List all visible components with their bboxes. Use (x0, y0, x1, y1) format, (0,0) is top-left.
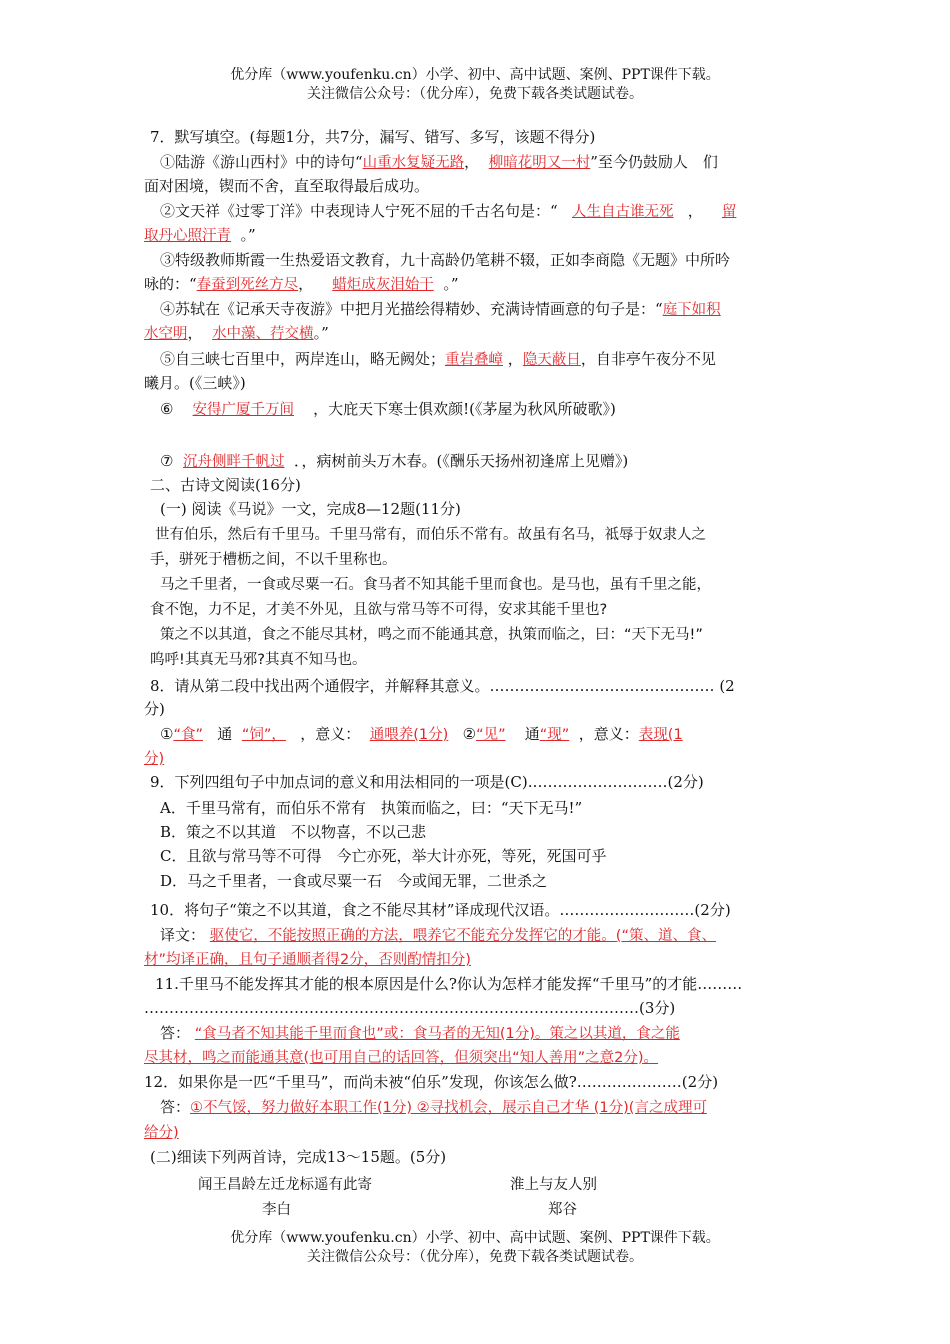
q7-item4-cont: 水空明， 水中藻、荇交横。” (144, 324, 329, 342)
q8-answer: “饲”， (241, 727, 286, 743)
q7-item1-cont: 面对困境，锲而不舍，直至取得最后成功。 (144, 177, 430, 195)
q7-answer: 蜡炬成灰泪始干 (332, 277, 434, 293)
q9-option-c: C．且欲与常马等不可得 今亡亦死，举大计亦死，等死，死国可乎 (160, 847, 607, 865)
q7-answer: 水中藻、荇交横 (212, 326, 314, 342)
q7-item4: ④苏轼在《记承天寺夜游》中把月光描绘得精妙、充满诗情画意的句子是：“庭下如积 (160, 300, 721, 318)
q7-answer: 山重水复疑无路 (362, 155, 465, 171)
q8-stem: 8．请从第二段中找出两个通假字，并解释其意义。……………………………………… (2 (150, 677, 735, 695)
q9-option-b: B．策之不以其道 不以物喜，不以己悲 (160, 823, 427, 841)
q10-stem: 10．将句子“策之不以其道，食之不能尽其材”译成现代汉语。………………………(2分) (150, 901, 731, 919)
q8-answer: “见” (476, 727, 506, 743)
q7-item2: ②文天祥《过零丁洋》中表现诗人宁死不屈的千古名句是：“ 人生自古谁无死 ， 留 (160, 202, 737, 220)
q7-answer: 留 (721, 204, 737, 220)
q10-answer: 材”均译正确，且句子通顺者得2分，否则酌情扣分) (144, 952, 471, 968)
section2-title: 二、古诗文阅读(16分) (150, 476, 301, 494)
q7-item1: ①陆游《游山西村》中的诗句“山重水复疑无路， 柳暗花明又一村”至今仍鼓励人 们 (160, 153, 718, 171)
q12-answer-line1: 答：①不气馁，努力做好本职工作(1分) ②寻找机会，展示自己才华 (1分)(言之成理可 (160, 1098, 707, 1116)
q7-item5: ⑤自三峡七百里中，两岸连山，略无阙处；重岩叠嶂 ，隐天蔽日，自非亭午夜分不见 (160, 350, 716, 368)
passage-para2-l2: 食不饱，力不足，才美不外见，且欲与常马等不可得，安求其能千里也? (150, 602, 608, 618)
q7-answer: 庭下如积 (662, 302, 721, 318)
q8-answer: “现” (539, 727, 570, 743)
q7-answer: 人生自古谁无死 (571, 204, 674, 220)
footer-line-2: 关注微信公众号：（优分库），免费下载各类试题试卷。 (307, 1249, 643, 1265)
header-line-1: 优分库（www.youfenku.cn）小学、初中、高中试题、案例、PPT课件下载。 (230, 67, 720, 83)
q8-answer: 分) (144, 751, 165, 767)
q7-item6: ⑥ 安得广厦千万间 ，大庇天下寒士俱欢颜!(《茅屋为秋风所破歌》) (160, 400, 616, 418)
passage-para1-l2: 手，骈死于槽枥之间，不以千里称也。 (150, 552, 397, 568)
q9-option-a: A．千里马常有，而伯乐不常有 执策而临之，曰：“天下无马!” (160, 799, 583, 817)
q10-answer: 驱使它，不能按照正确的方法，喂养它不能充分发挥它的才能。(“策、道、食、 (209, 928, 716, 944)
q8-answer: “食” (173, 727, 203, 743)
q11-answer-line2 (144, 1046, 658, 1069)
q7-item3-cont: 咏的：“春蚕到死丝方尽， 蜡炬成灰泪始干 。” (144, 275, 459, 293)
section2-sub1: (一) 阅读《马说》一文，完成8—12题(11分) (160, 500, 461, 518)
q9-stem: 9．下列四组句子中加点词的意义和用法相同的一项是(C).………………………(2分) (150, 773, 704, 791)
page-footer (0, 1229, 950, 1267)
poem2-author: 郑谷 (548, 1202, 577, 1218)
poem1-title: 闻王昌龄左迁龙标遥有此寄 (198, 1177, 372, 1193)
q8-stem-cont: 分) (144, 700, 165, 718)
q8-answer-line: ①“食” 通 “饲”， ，意义： 通喂养(1分) ②“见” 通“现” ，意义：表现(1 (160, 725, 683, 743)
q12-answer: ①不气馁，努力做好本职工作(1分) ②寻找机会，展示自己才华 (1分)(言之成理可 (190, 1100, 707, 1116)
q11-answer: 尽其材，鸣之而能通其意(也可用自己的话回答，但须突出“知人善用”之意2分)。 (144, 1050, 659, 1066)
q7-answer: 隐天蔽日 (522, 352, 581, 368)
q7-answer: 重岩叠嶂 (445, 352, 504, 368)
header-line-2: 关注微信公众号：（优分库），免费下载各类试题试卷。 (307, 86, 643, 102)
q12-answer-line2 (144, 1121, 179, 1144)
q8-answer-cont (144, 747, 164, 770)
poem1-author: 李白 (262, 1202, 291, 1218)
q12-stem: 12．如果你是一匹“千里马”，而尚未被“伯乐”发现，你该怎么做?…………………(2分) (144, 1073, 719, 1091)
q7-title: 7．默写填空。(每题1分，共7分，漏写、错写、多写，该题不得分) (150, 128, 596, 146)
q7-item2-cont: 取丹心照汗青 。” (144, 226, 256, 244)
q7-answer: 柳暗花明又一村 (488, 155, 591, 171)
q10-answer-line1: 译文： 驱使它，不能按照正确的方法，喂养它不能充分发挥它的才能。(“策、道、食、 (160, 926, 716, 944)
part2-title: (二)细读下列两首诗，完成13～15题。(5分) (150, 1148, 447, 1166)
footer-line-1: 优分库（www.youfenku.cn）小学、初中、高中试题、案例、PPT课件下载。 (230, 1230, 720, 1246)
q8-answer: 通喂养(1分) (369, 727, 449, 743)
q11-answer-line1: 答： “食马者不知其能千里而食也”或：食马者的无知(1分)。策之以其道，食之能 (160, 1024, 680, 1042)
q12-answer: 给分) (144, 1125, 179, 1141)
q7-answer: 安得广厦千万间 (192, 402, 295, 418)
passage-para1-l1: 世有伯乐，然后有千里马。千里马常有，而伯乐不常有。故虽有名马，祗辱于奴隶人之 (155, 527, 706, 543)
page-header (0, 66, 950, 104)
q9-option-d: D．马之千里者，一食或尽粟一石 今或闻无罪，二世杀之 (160, 872, 548, 890)
q11-stem: 11.千里马不能发挥其才能的根本原因是什么?你认为怎样才能发挥“千里马”的才能……… (155, 975, 743, 993)
passage-para3-l1: 策之不以其道，食之不能尽其材，鸣之而不能通其意，执策而临之，曰：“天下无马!” (160, 627, 703, 643)
q7-answer: 水空明 (144, 326, 188, 342)
q8-answer: 表现(1 (638, 727, 683, 743)
q7-item5-cont: 曦月。(《三峡》) (144, 374, 246, 392)
q7-answer: 取丹心照汗青 (144, 228, 231, 244)
q11-stem-cont: ………………………………………………………………………………………(3分) (144, 999, 676, 1017)
passage-para3-l2: 呜呼!其真无马邪?其真不知马也。 (150, 652, 367, 668)
q7-answer: 春蚕到死丝方尽 (196, 277, 299, 293)
q7-item3: ③特级教师斯霞一生热爱语文教育，九十高龄仍笔耕不辍，正如李商隐《无题》中所吟 (160, 251, 731, 269)
q11-answer: “食马者不知其能千里而食也”或：食马者的无知(1分)。策之以其道，食之能 (194, 1026, 680, 1042)
q7-item7: ⑦ 沉舟侧畔千帆过 ．，病树前头万木春。(《酬乐天扬州初逢席上见赠》) (160, 452, 629, 470)
q7-answer: 沉舟侧畔千帆过 (183, 454, 285, 470)
q10-answer-line2 (144, 948, 471, 971)
passage-para2-l1: 马之千里者，一食或尽粟一石。食马者不知其能千里而食也。是马也，虽有千里之能， (160, 577, 711, 593)
poem2-title: 淮上与友人别 (510, 1177, 597, 1193)
